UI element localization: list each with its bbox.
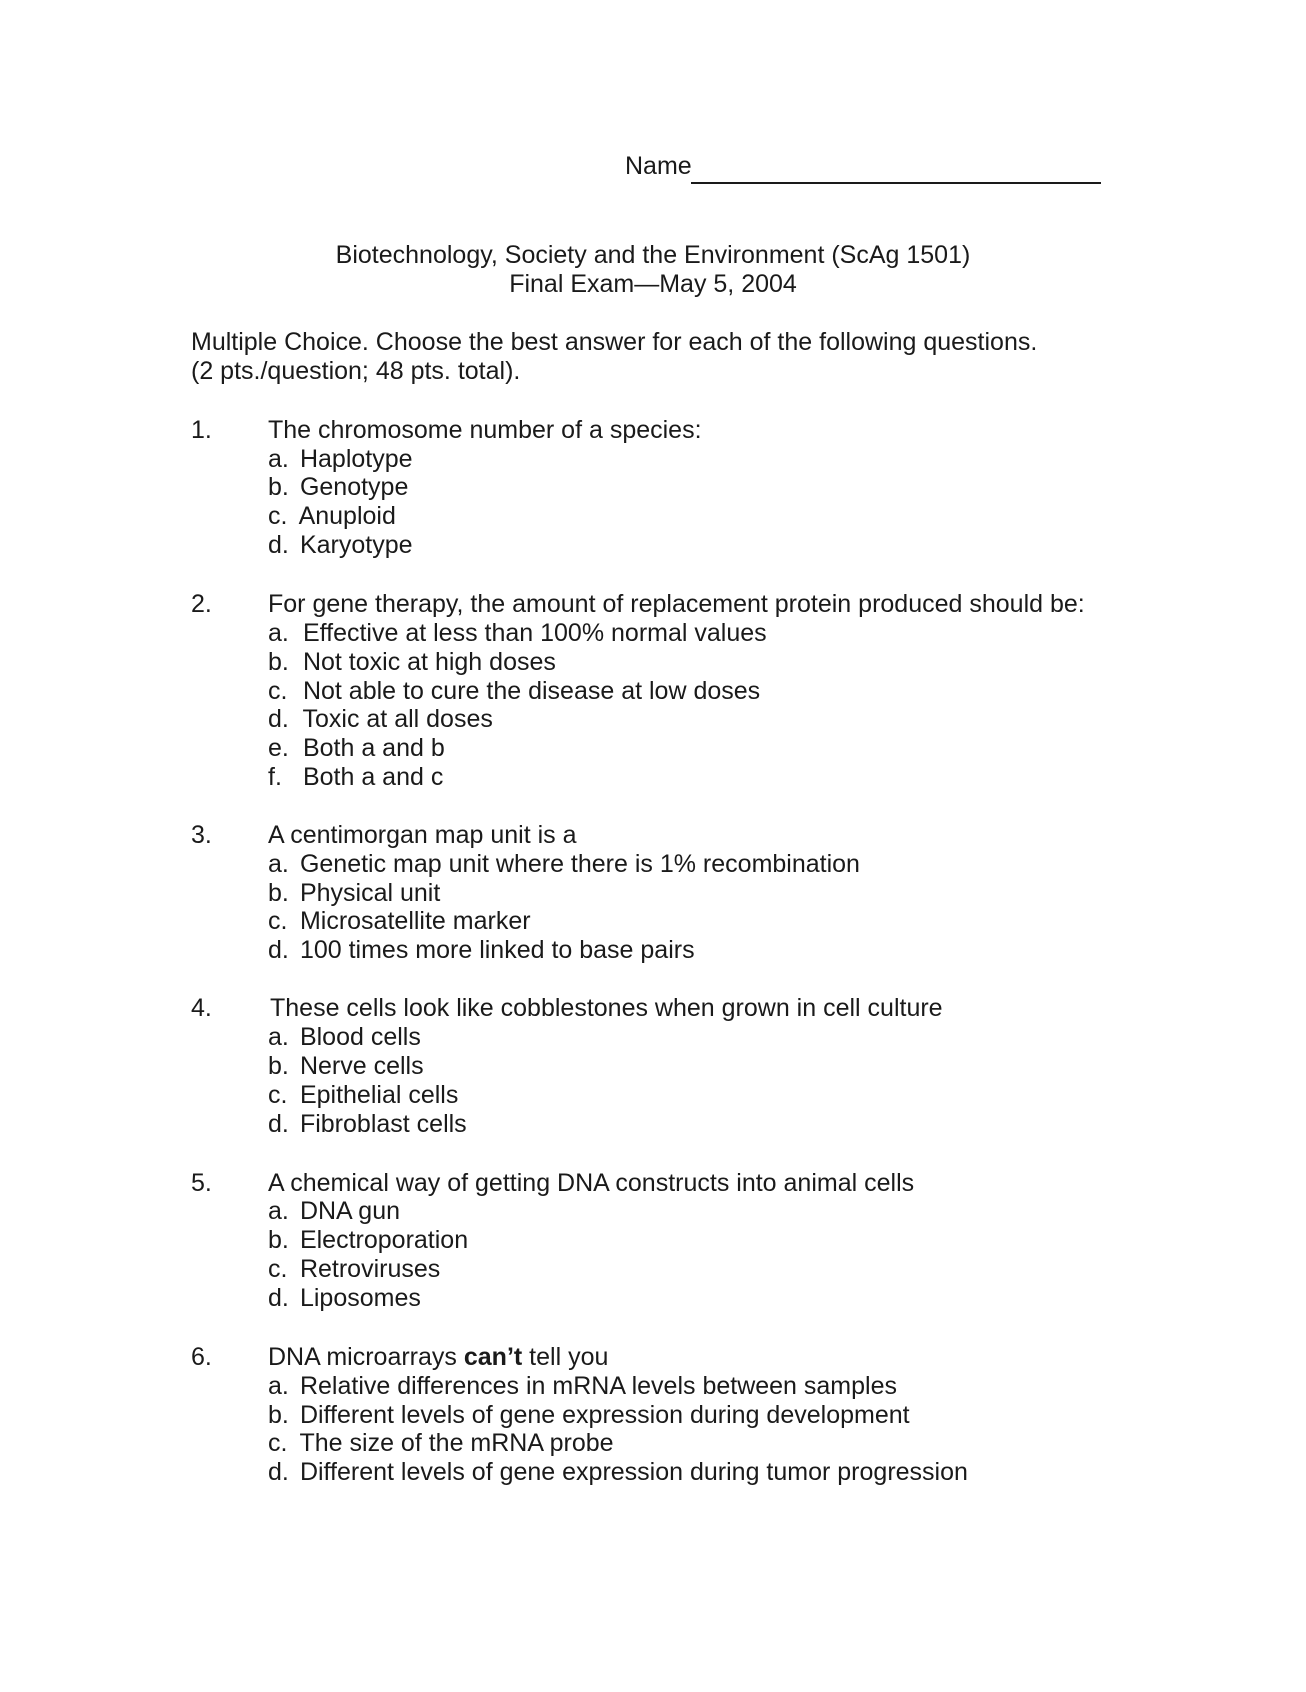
option-letter: c. (268, 677, 288, 705)
question-text (268, 1345, 608, 1370)
option-letter: c. (268, 1255, 288, 1283)
answer-option (268, 679, 760, 704)
option-letter: c. (268, 502, 288, 530)
question-text: The chromosome number of a species: (268, 416, 702, 444)
option-text: Epithelial cells (299, 1081, 459, 1109)
option-text: Toxic at all doses (302, 705, 493, 733)
answer-option (268, 1374, 897, 1399)
option-text: Karyotype (299, 531, 413, 559)
answer-option (268, 1228, 468, 1253)
answer-option (268, 1460, 968, 1485)
option-text: 100 times more linked to base pairs (299, 936, 695, 964)
option-text: Liposomes (299, 1284, 421, 1312)
question-text-end: tell you (522, 1343, 609, 1371)
answer-option (268, 1112, 467, 1137)
option-text: Microsatellite marker (299, 907, 531, 935)
answer-option (268, 736, 445, 761)
answer-option (268, 1199, 400, 1224)
answer-option (268, 1054, 424, 1079)
option-text: Not toxic at high doses (302, 648, 556, 676)
answer-option (268, 504, 396, 529)
option-text: Fibroblast cells (299, 1110, 467, 1138)
answer-option (268, 1431, 614, 1456)
option-text: Genetic map unit where there is 1% recombination (299, 850, 860, 878)
option-letter: d. (268, 936, 289, 964)
option-text: The size of the mRNA probe (299, 1429, 614, 1457)
option-letter: b. (268, 1226, 289, 1254)
question-number: 6. (191, 1343, 212, 1371)
option-text: Retroviruses (299, 1255, 441, 1283)
option-letter: d. (268, 705, 289, 733)
option-text: Physical unit (299, 879, 441, 907)
question-number: 2. (191, 590, 212, 618)
answer-option (268, 621, 767, 646)
option-letter: c. (268, 907, 288, 935)
answer-option (268, 1083, 458, 1108)
answer-option (268, 852, 860, 877)
option-text: Anuploid (298, 502, 396, 530)
option-letter: d. (268, 1458, 289, 1486)
name-label: Name (625, 152, 692, 180)
question-text: A centimorgan map unit is a (268, 821, 577, 849)
answer-option (268, 533, 413, 558)
option-text: Both a and c (302, 763, 444, 791)
option-letter: e. (268, 734, 289, 762)
option-letter: d. (268, 1284, 289, 1312)
option-letter: c. (268, 1429, 288, 1457)
option-letter: a. (268, 850, 289, 878)
question-number: 1. (191, 416, 212, 444)
option-letter: a. (268, 619, 289, 647)
option-letter: a. (268, 1372, 289, 1400)
option-letter: b. (268, 473, 289, 501)
option-text: Genotype (299, 473, 409, 501)
question-text: For gene therapy, the amount of replacement protein produced should be: (268, 590, 1085, 618)
answer-option (268, 1257, 440, 1282)
answer-option (268, 1025, 421, 1050)
answer-option (268, 909, 531, 934)
option-text: Both a and b (302, 734, 445, 762)
question-number: 5. (191, 1169, 212, 1197)
question-number: 3. (191, 821, 212, 849)
answer-option (268, 881, 440, 906)
option-text: Haplotype (299, 445, 413, 473)
answer-option (268, 1403, 910, 1428)
option-text: Different levels of gene expression during tumor progression (299, 1458, 968, 1486)
option-text: Blood cells (299, 1023, 421, 1051)
option-letter: b. (268, 1401, 289, 1429)
option-letter: a. (268, 1023, 289, 1051)
answer-option (268, 1286, 421, 1311)
option-text: Relative differences in mRNA levels between samples (299, 1372, 897, 1400)
answer-option (268, 765, 443, 790)
option-letter: f. (268, 763, 282, 791)
option-letter: b. (268, 1052, 289, 1080)
option-letter: a. (268, 445, 289, 473)
option-letter: b. (268, 648, 289, 676)
option-text: Different levels of gene expression during development (299, 1401, 910, 1429)
option-letter: c. (268, 1081, 288, 1109)
exam-course-title: Biotechnology, Society and the Environment (ScAg 1501) (335, 241, 971, 269)
option-text: Nerve cells (299, 1052, 424, 1080)
exam-date-title: Final Exam—May 5, 2004 (509, 270, 797, 298)
option-letter: b. (268, 879, 289, 907)
answer-option (268, 938, 695, 963)
question-text: These cells look like cobblestones when grown in cell culture (270, 994, 943, 1022)
name-blank-line[interactable] (691, 182, 1101, 184)
option-text: Effective at less than 100% normal values (302, 619, 767, 647)
answer-option (268, 475, 408, 500)
option-text: Electroporation (299, 1226, 469, 1254)
option-letter: a. (268, 1197, 289, 1225)
option-letter: d. (268, 1110, 289, 1138)
question-text-start: DNA microarrays (268, 1343, 464, 1371)
instructions-line-2: (2 pts./question; 48 pts. total). (191, 357, 521, 385)
question-text: A chemical way of getting DNA constructs into animal cells (268, 1169, 915, 1197)
question-text-emphasis: can’t (463, 1343, 523, 1371)
instructions-line-1: Multiple Choice. Choose the best answer for each of the following questions. (191, 328, 1038, 356)
answer-option (268, 707, 493, 732)
answer-option (268, 447, 413, 472)
option-text: Not able to cure the disease at low doses (302, 677, 761, 705)
answer-option (268, 650, 556, 675)
question-number: 4. (191, 994, 212, 1022)
option-letter: d. (268, 531, 289, 559)
option-text: DNA gun (299, 1197, 401, 1225)
